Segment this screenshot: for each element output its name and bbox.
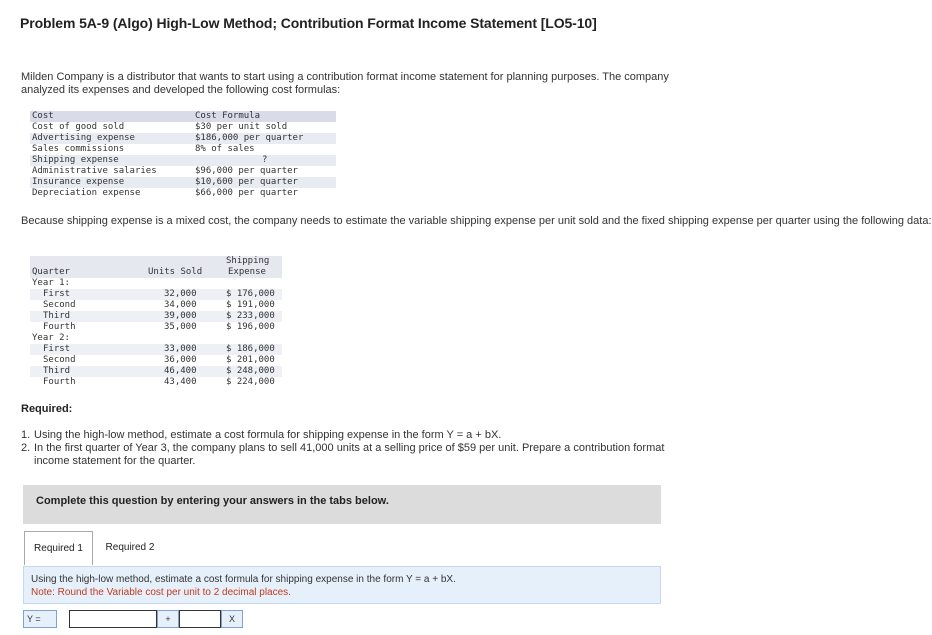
table-row — [30, 166, 336, 177]
cost-formula: $96,000 per quarter — [195, 166, 298, 176]
variable-cost-input[interactable] — [179, 610, 221, 628]
table-row — [30, 155, 336, 166]
required-heading: Required: — [21, 403, 73, 415]
table-row — [30, 188, 336, 199]
cost-formula: $66,000 per quarter — [195, 188, 298, 198]
units-sold: 46,400 — [164, 366, 197, 376]
header-units-sold: Units Sold — [148, 267, 203, 277]
header-cost-formula: Cost Formula — [195, 111, 261, 121]
header-shipping: Shipping — [226, 256, 270, 266]
shipping-expense: $ 186,000 — [226, 344, 275, 354]
quarter: Fourth — [43, 322, 76, 332]
panel-note: Note: Round the Variable cost per unit to 2 decimal places. — [31, 587, 291, 598]
units-sold: 39,000 — [164, 311, 197, 321]
year-2-label: Year 2: — [32, 333, 70, 343]
instruction-banner — [23, 485, 661, 524]
quarter: Third — [43, 311, 71, 321]
fixed-cost-input[interactable] — [69, 610, 157, 628]
year-label — [30, 278, 282, 289]
shipping-expense: $ 191,000 — [226, 300, 275, 310]
table-header — [30, 111, 336, 122]
cost-formula: ? — [262, 155, 268, 165]
tab-required-2[interactable]: Required 2 — [96, 531, 164, 565]
item-number: 2. — [21, 442, 31, 454]
quarter: First — [43, 344, 71, 354]
item-text: Using the high-low method, estimate a cost formula for shipping expense in the form Y = a + bX. — [34, 429, 502, 441]
list-item — [21, 429, 711, 442]
cost-name: Cost of good sold — [32, 122, 125, 132]
table-row — [30, 311, 282, 322]
item-text: In the first quarter of Year 3, the company plans to sell 41,000 units at a selling price of $59 per unit. Prepare a contribution format — [34, 442, 665, 454]
table-row — [30, 122, 336, 133]
quarter: Fourth — [43, 377, 76, 387]
cost-name: Shipping expense — [32, 155, 119, 165]
cost-formula: $30 per unit sold — [195, 122, 288, 132]
header-expense: Expense — [228, 267, 266, 277]
shipping-expense: $ 233,000 — [226, 311, 275, 321]
cost-formula-table — [30, 111, 336, 199]
units-sold: 32,000 — [164, 289, 197, 299]
units-sold: 43,400 — [164, 377, 197, 387]
year-1-label: Year 1: — [32, 278, 70, 288]
table-row — [30, 177, 336, 188]
table-row — [30, 289, 282, 300]
intro-text: Milden Company is a distributor that wants to start using a contribution format income statement for planning purposes. The company analyzed its expenses and developed the following cost formulas: — [21, 71, 669, 96]
y-equals-label: Y = — [23, 610, 57, 628]
cost-name: Depreciation expense — [32, 188, 141, 198]
cost-formula: $186,000 per quarter — [195, 133, 304, 143]
page-title: Problem 5A-9 (Algo) High-Low Method; Contribution Format Income Statement [LO5-10] — [20, 15, 597, 31]
table-row — [30, 366, 282, 377]
units-sold: 35,000 — [164, 322, 197, 332]
answer-row — [23, 610, 253, 630]
question-panel — [23, 566, 661, 604]
shipping-expense: $ 248,000 — [226, 366, 275, 376]
table-row — [30, 144, 336, 155]
units-sold: 34,000 — [164, 300, 197, 310]
cost-name: Administrative salaries — [32, 166, 157, 176]
table-row — [30, 133, 336, 144]
item-number: 1. — [21, 429, 31, 441]
banner-text: Complete this question by entering your answers in the tabs below. — [36, 495, 389, 507]
units-sold: 36,000 — [164, 355, 197, 365]
shipping-intro-text: Because shipping expense is a mixed cost, the company needs to estimate the variable shipping expense per unit sold and the fixed shipping expense per quarter using the following data: — [21, 215, 932, 227]
units-sold: 33,000 — [164, 344, 197, 354]
cost-name: Advertising expense — [32, 133, 135, 143]
cost-formula: 8% of sales — [195, 144, 255, 154]
required-list — [21, 429, 711, 468]
shipping-expense: $ 176,000 — [226, 289, 275, 299]
table-row — [30, 322, 282, 333]
header-cost: Cost — [32, 111, 54, 121]
cost-name: Insurance expense — [32, 177, 125, 187]
shipping-expense: $ 196,000 — [226, 322, 275, 332]
item-text-continued: income statement for the quarter. — [34, 455, 196, 467]
quarter: Second — [43, 300, 76, 310]
year-label — [30, 333, 282, 344]
table-row — [30, 300, 282, 311]
panel-instruction: Using the high-low method, estimate a cost formula for shipping expense in the form Y = a + bX. — [31, 574, 456, 585]
cost-name: Sales commissions — [32, 144, 125, 154]
table-row — [30, 344, 282, 355]
quarter: Third — [43, 366, 71, 376]
quarter: First — [43, 289, 71, 299]
cost-formula: $10,600 per quarter — [195, 177, 298, 187]
list-item — [21, 442, 711, 468]
table-row — [30, 377, 282, 388]
shipping-data-table — [30, 256, 282, 388]
quarter: Second — [43, 355, 76, 365]
shipping-expense: $ 201,000 — [226, 355, 275, 365]
tab-required-1[interactable]: Required 1 — [24, 531, 93, 565]
header-quarter: Quarter — [32, 267, 70, 277]
table-header — [30, 256, 282, 278]
shipping-expense: $ 224,000 — [226, 377, 275, 387]
table-row — [30, 355, 282, 366]
plus-sign: + — [157, 610, 179, 628]
x-label: X — [221, 610, 243, 628]
